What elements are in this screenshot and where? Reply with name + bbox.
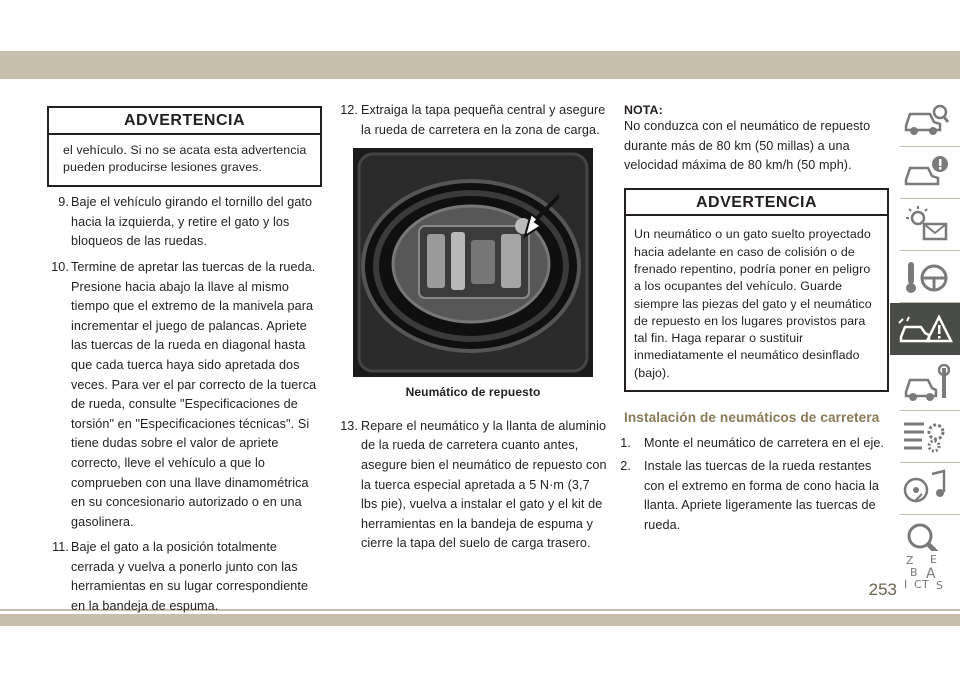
svg-text:Z: Z [906,554,914,567]
dashboard-lights-message-icon[interactable] [890,199,960,249]
car-service-tools-icon[interactable] [890,359,960,409]
car-search-icon[interactable] [890,95,960,145]
column-left [47,106,322,623]
svg-text:S: S [936,579,943,592]
section-heading: Instalación de neumáticos de carretera [624,410,880,426]
warning-text: Un neumático o un gato suelto proyectado hacia adelante en caso de colisión o de frenado repentino, podría poner en peligro a los ocupantes del vehículo. Guarde siempre las piezas del gato y el neumático de repuesto en los lugares provistos para tal fin. Haga reparar o sustituir inmediatamente el neumático desinflado (bajo). [634,227,872,380]
svg-text:B: B [910,566,918,579]
column-right [620,103,889,540]
chapter-tabs [890,95,960,605]
svg-text:C: C [914,578,922,591]
column-middle [338,101,608,560]
warning-box-continued [47,106,322,187]
warning-title: ADVERTENCIA [626,190,887,217]
car-airbag-steering-icon[interactable] [890,251,960,301]
step-2 [620,457,889,535]
warning-box [624,188,889,392]
step-number: 2. [620,459,631,474]
step-1 [620,434,889,454]
step-10 [47,258,322,532]
step-text: Instale las tuercas de la rueda restantes con el extremo en forma de cono hacia la llanta. Apriete ligeramente las tuercas de rueda. [644,459,880,533]
step-12 [338,101,608,140]
step-11 [47,538,322,616]
car-info-icon[interactable] [890,147,960,197]
note-label: NOTA: [624,103,663,117]
step-number: 1. [620,435,631,450]
step-text: Baje el vehículo girando el tornillo del gato hacia la izquierda, y retire el gato y los bloqueos de las ruedas. [71,195,313,249]
step-13 [338,417,608,554]
specifications-gears-icon[interactable] [890,411,960,461]
step-text: Extraiga la tapa pequeña central y asegure la rueda de carretera en la zona de carga. [361,103,606,137]
alphabet-index-icon[interactable] [890,551,960,593]
step-number: 12. [340,103,358,117]
step-number: 13. [340,418,358,433]
step-text: Baje el gato a la posición totalmente cerrada y vuelva a ponerlo junto con las herramientas en su lugar correspondiente en la bandeja de espuma. [71,540,309,614]
warning-text: el vehículo. Si no se acata esta advertencia pueden producirse lesiones graves. [63,142,307,174]
spare-tire-photo [353,148,593,377]
step-number: 10. [51,259,69,274]
step-number: 9. [58,195,69,210]
note-text: No conduzca con el neumático de repuesto durante más de 80 km (50 millas) a una velocidad máxima de 80 km/h (50 mph). [624,119,871,173]
svg-text:I: I [904,578,908,591]
step-text: Monte el neumático de carretera en el eje. [644,435,885,450]
svg-text:E: E [930,553,937,566]
spare-tire-illustration [353,148,593,377]
photo-caption: Neumático de repuesto [405,385,541,400]
step-text: Repare el neumático y la llanta de aluminio de la rueda de carretera cuanto antes, asegure bien el neumático de repuesto con la tuerca especial apretada a 5 N·m (3,7 lbs pie), vuelva a instalar el gato y el kit de herramientas en la bandeja de espuma y cierre la tapa del suelo de carga trasero. [361,418,607,551]
step-number: 11. [52,540,69,555]
warning-title: ADVERTENCIA [49,108,320,135]
svg-text:A: A [926,566,936,582]
car-hazard-warning-icon[interactable] [890,303,960,355]
top-decorative-band [0,51,960,79]
step-9 [47,193,322,252]
multimedia-music-icon[interactable] [890,463,960,513]
step-text: Termine de apretar las tuercas de la rueda. Presione hacia abajo la llave al mismo tiempo que el extremo de la manivela para incrementar el juego de palancas. Apriete las tuercas de la rueda en diagonal hasta que cada tuerca haya sido apretada dos veces. Para ver el par correcto de la tuerca de rueda, consulte "Especificaciones de torsión" en "Especificaciones técnicas". Si tiene dudas sobre el valor de apriete correcto, lleve el vehículo a que lo comprueben con una llave dinamométrica en su concesionario autorizado o en una gasolinera. [71,259,317,529]
page-number: 253 [868,580,897,599]
svg-text:T: T [922,578,929,591]
